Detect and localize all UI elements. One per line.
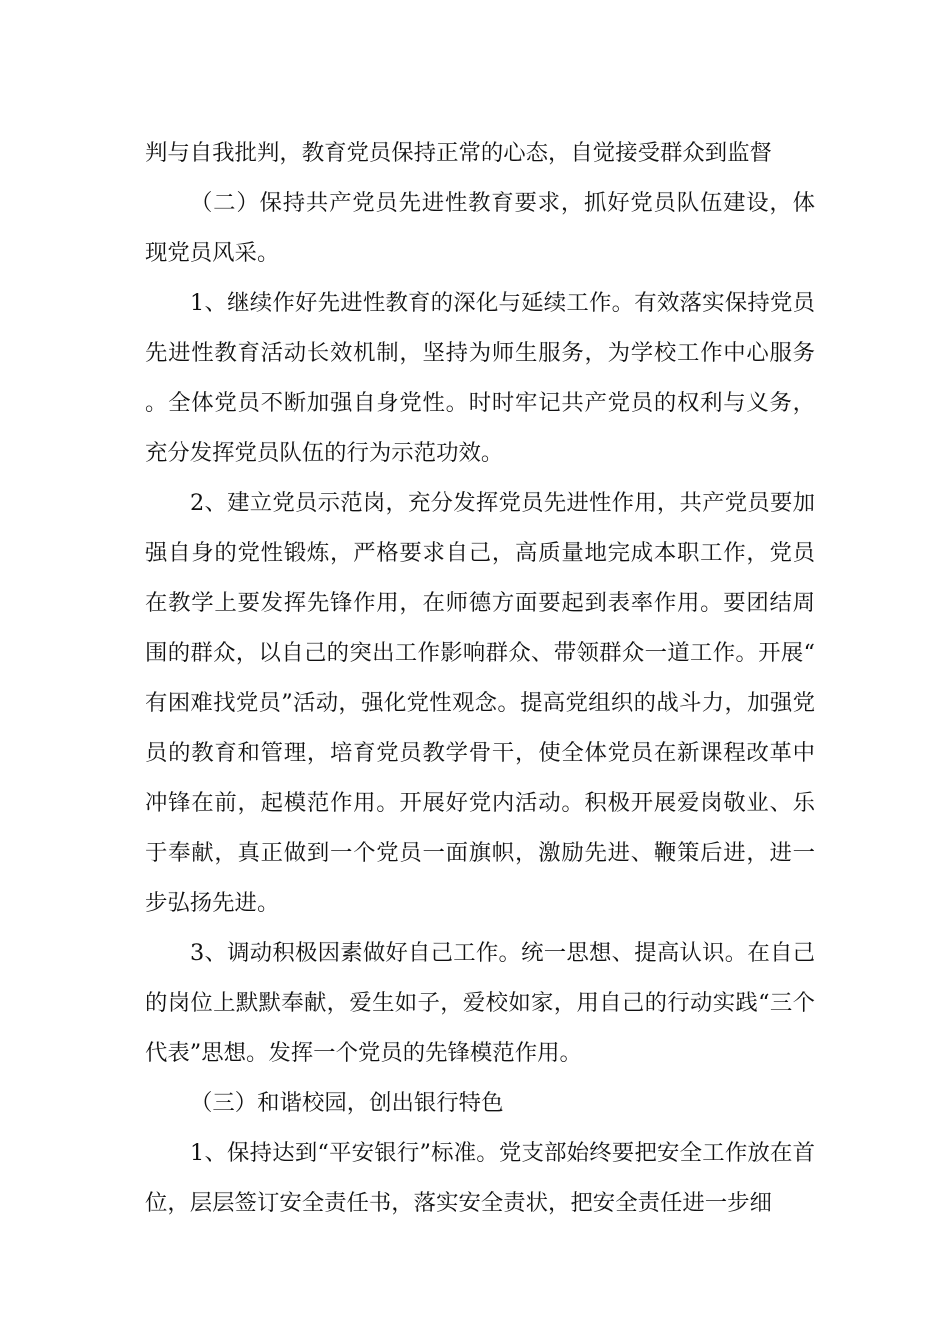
- paragraph-item-2: 2、建立党员示范岗，充分发挥党员先进性作用，共产党员要加强自身的党性锻炼，严格要求自己，高质量地完成本职工作，党员在教学上要发挥先锋作用，在师德方面要起到表率作用。要团结周围的群众，以自己的突出工作影响群众、带领群众一道工作。开展“有困难找党员”活动，强化党性观念。提高党组织的战斗力，加强党员的教育和管理，培育党员教学骨干，使全体党员在新课程改革中冲锋在前，起模范作用。开展好党内活动。积极开展爱岗敬业、乐于奉献，真正做到一个党员一面旗帜，激励先进、鞭策后进，进一步弘扬先进。: [145, 490, 815, 916]
- paragraph-item-1: 1、继续作好先进性教育的深化与延续工作。有效落实保持党员先进性教育活动长效机制，坚持为师生服务，为学校工作中心服务。全体党员不断加强自身党性。时时牢记共产党员的权利与义务，充分发挥党员队伍的行为示范功效。: [145, 290, 815, 466]
- section-heading-three: （三）和谐校园，创出银行特色: [190, 1090, 504, 1116]
- paragraph-item-3: 3、调动积极因素做好自己工作。统一思想、提高认识。在自己的岗位上默默奉献，爱生如子，爱校如家，用自己的行动实践“三个代表”思想。发挥一个党员的先锋模范作用。: [145, 940, 815, 1066]
- section-heading-two: （二）保持共产党员先进性教育要求，抓好党员队伍建设，体现党员风采。: [145, 190, 815, 266]
- paragraph-continuation: 判与自我批判，教育党员保持正常的心态，自觉接受群众到监督: [145, 140, 772, 166]
- paragraph-item-1-safety: 1、保持达到“平安银行”标准。党支部始终要把安全工作放在首位，层层签订安全责任书，落实安全责状，把安全责任进一步细: [145, 1140, 815, 1216]
- document-body: [145, 128, 815, 1228]
